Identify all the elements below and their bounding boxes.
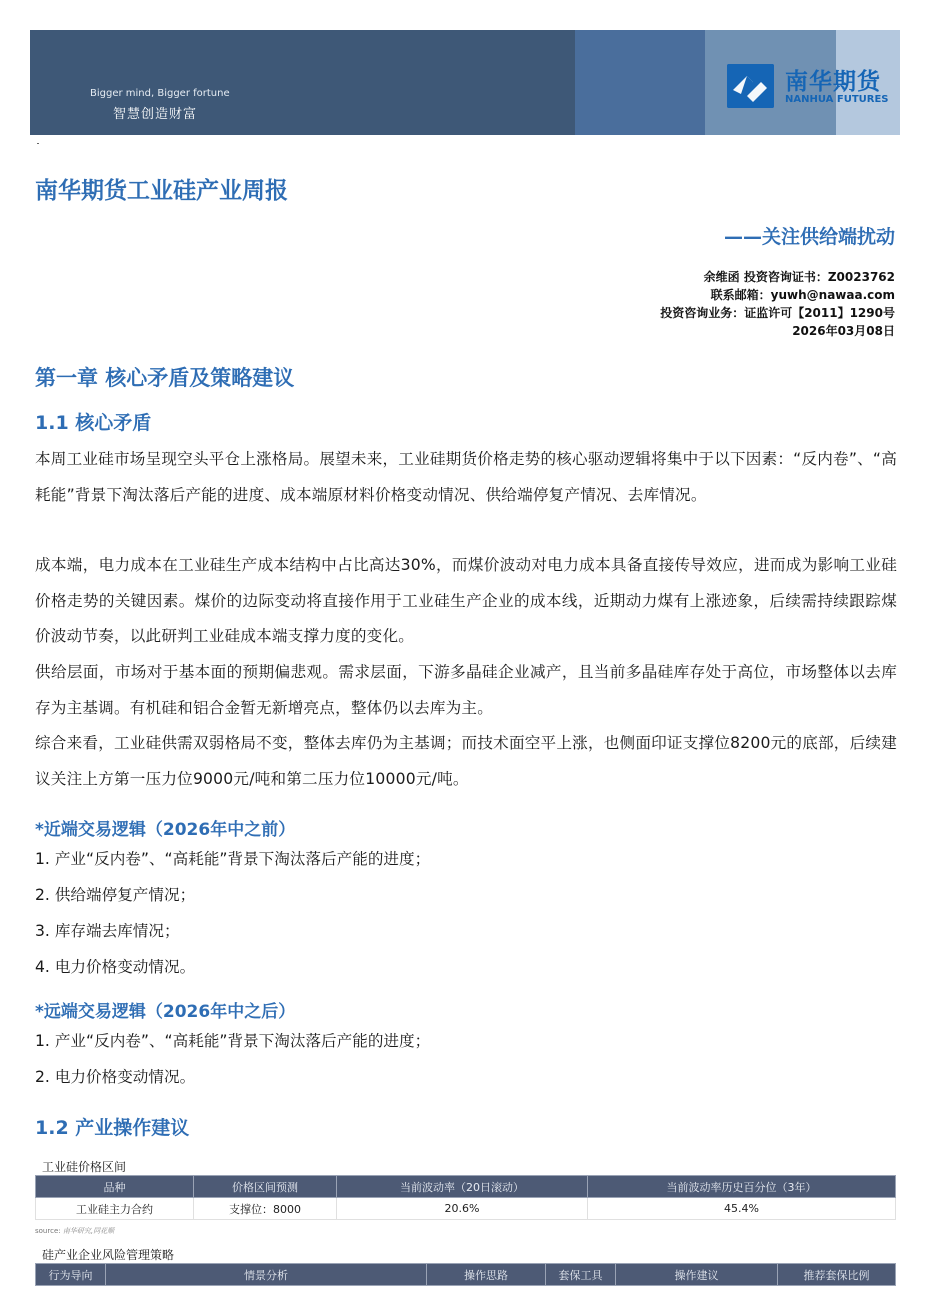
list-item: 1. 产业“反内卷”、“高耗能”背景下淘汰落后产能的进度； [35,850,431,868]
logo-text-en: NANHUA FUTURES [785,94,889,105]
table-cell: 工业硅主力合约 [36,1198,194,1220]
table-cell: 支撑位：8000 [194,1198,337,1220]
long-term-logic-heading: *远端交易逻辑（2026年中之后） [35,1002,296,1022]
column-header: 行为导向 [36,1264,106,1286]
column-header: 套保工具 [546,1264,616,1286]
list-item: 4. 电力价格变动情况。 [35,958,196,976]
section-heading-core-contradiction: 1.1 核心矛盾 [35,412,152,434]
source-value: 南华研究,同花顺 [62,1227,115,1235]
slogan-chinese: 智慧创造财富 [113,107,198,122]
near-term-logic-heading: *近端交易逻辑（2026年中之前） [35,820,296,840]
table-row [36,1198,896,1220]
logo-text-cn: 南华期货 [785,69,881,95]
list-item: 2. 电力价格变动情况。 [35,1068,196,1086]
stray-mark [37,143,39,144]
paragraph: 本周工业硅市场呈现空头平仓上涨格局。展望未来，工业硅期货价格走势的核心驱动逻辑将集中于以下因素：“反内卷”、“高耗能”背景下淘汰落后产能的进度、成本端原材料价格变动情况、供给端停复产情况、去库情况。 [35,450,897,504]
banner-band-dark [30,30,575,135]
list-item: 2. 供给端停复产情况； [35,886,196,904]
table-header-row [36,1176,896,1198]
paragraph: 综合来看，工业硅供需双弱格局不变，整体去库仍为主基调；而技术面空平上涨，也侧面印证支撑位8200元的底部，后续建议关注上方第一压力位9000元/吨和第二压力位10000元/吨。 [35,734,897,788]
column-header: 情景分析 [106,1264,427,1286]
paragraph: 成本端，电力成本在工业硅生产成本结构中占比高达30%，而煤价波动对电力成本具备直接传导效应，进而成为影响工业硅价格走势的关键因素。煤价的边际变动将直接作用于工业硅生产企业的成本线，近期动力煤有上涨迹象，后续需持续跟踪煤价波动节奏，以此研判工业硅成本端支撑力度的变化。 [35,556,897,645]
license-line: 投资咨询业务：证监许可【2011】1290号 [660,306,895,320]
logo-mark-icon [727,64,774,108]
column-header: 价格区间预测 [194,1176,337,1198]
price-range-table [35,1175,896,1220]
risk-table-caption: 硅产业企业风险管理策略 [42,1248,175,1262]
author-info [660,268,895,340]
company-logo [727,63,897,107]
author-line: 余维函 投资咨询证书：Z0023762 [703,270,895,284]
column-header: 操作建议 [616,1264,778,1286]
report-title: 南华期货工业硅产业周报 [35,178,288,204]
list-item: 3. 库存端去库情况； [35,922,180,940]
paragraph: 供给层面，市场对于基本面的预期偏悲观。需求层面，下游多晶硅企业减产，且当前多晶硅库存处于高位，市场整体以去库存为主基调。有机硅和铝合金暂无新增亮点，整体仍以去库为主。 [35,663,897,717]
column-header: 当前波动率历史百分位（3年） [588,1176,896,1198]
list-item: 1. 产业“反内卷”、“高耗能”背景下淘汰落后产能的进度； [35,1032,431,1050]
slogan-english: Bigger mind, Bigger fortune [90,88,230,99]
table-cell: 20.6% [337,1198,588,1220]
column-header: 品种 [36,1176,194,1198]
price-table-caption: 工业硅价格区间 [42,1160,127,1174]
section-heading-operation-advice: 1.2 产业操作建议 [35,1117,190,1139]
table-source-note [35,1226,114,1236]
column-header: 推荐套保比例 [778,1264,896,1286]
header-banner [30,30,900,135]
report-subtitle: ——关注供给端扰动 [723,226,895,248]
risk-management-table [35,1263,896,1286]
chapter-heading: 第一章 核心矛盾及策略建议 [35,366,295,390]
column-header: 当前波动率（20日滚动） [337,1176,588,1198]
table-cell: 45.4% [588,1198,896,1220]
banner-band-mid [575,30,705,135]
report-date: 2026年03月08日 [792,324,895,338]
email-line: 联系邮箱：yuwh@nawaa.com [710,288,895,302]
column-header: 操作思路 [427,1264,546,1286]
source-label: source: [35,1227,61,1235]
table-header-row [36,1264,896,1286]
